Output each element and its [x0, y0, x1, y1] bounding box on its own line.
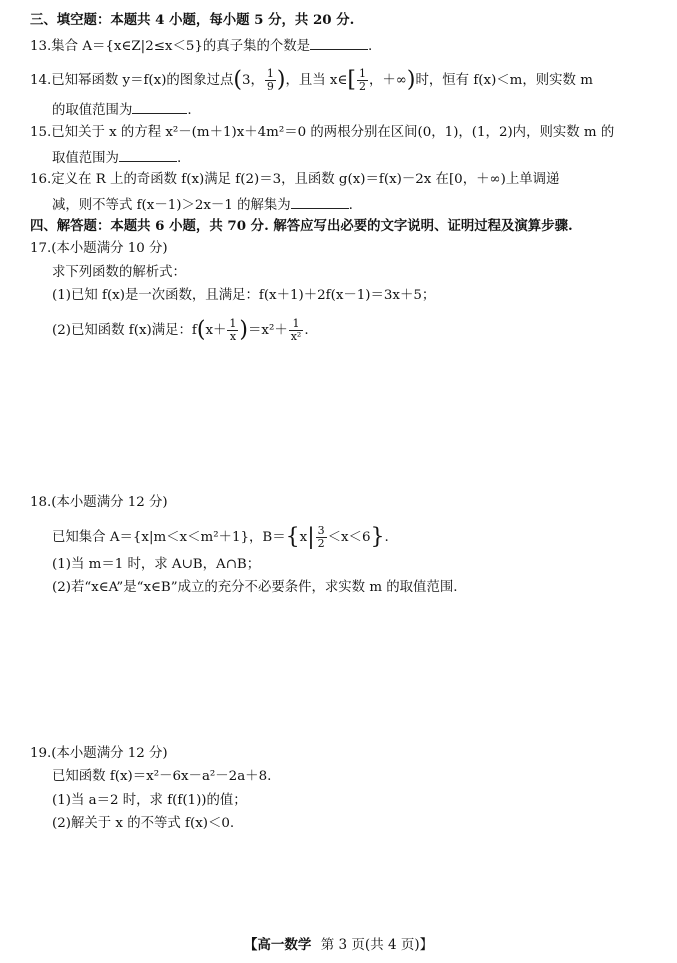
q17-number: 17. — [30, 241, 52, 256]
q19-number: 19. — [30, 746, 52, 761]
q16-number: 16. — [30, 172, 52, 187]
fraction-one-over-x-squared: $\frac{1}{\text{x²}}$ — [290, 317, 302, 343]
q16-answer-blank[interactable] — [291, 194, 349, 209]
q15-number: 15. — [30, 125, 52, 140]
question-19-header — [30, 745, 168, 763]
section4-heading: 四、解答题：本题共 6 小题，共 70 分. 解答应写出必要的文字说明、证明过程及演算步骤. — [30, 218, 573, 234]
fraction-one-over-x: $\frac{1}{x}$ — [229, 317, 237, 343]
question-16: 16.定义在 R 上的奇函数 f(x)满足 f(2)＝3，且函数 g(x)＝f(x)－2x 在[0，＋∞)上单调递 — [30, 172, 560, 187]
q17-intro: 求下列函数的解析式： — [52, 265, 186, 280]
footer-subject: 【高一数学 — [243, 937, 312, 953]
question-13: 13.集合 A＝{x∈Z|2≤x＜5}的真子集的个数是 . — [30, 35, 372, 56]
q15-answer-blank[interactable] — [119, 147, 177, 162]
section3-heading: 三、填空题：本题共 4 小题，每小题 5 分，共 20 分. — [30, 12, 355, 28]
q14-number: 14. — [30, 73, 52, 88]
q17-score: (本小题满分 10 分) — [51, 241, 168, 256]
q18-part2: (2)若“x∈A”是“x∈B”成立的充分不必要条件，求实数 m 的取值范围. — [52, 580, 458, 595]
q13-answer-blank[interactable] — [310, 35, 368, 50]
question-18-header — [30, 494, 168, 512]
fraction-one-half: $\frac{1}{2}$ — [358, 67, 366, 93]
q17-part1: (1)已知 f(x)是一次函数，且满足：f(x＋1)＋2f(x－1)＝3x＋5； — [52, 288, 436, 303]
fraction-three-halves: $\frac{3}{2}$ — [317, 524, 325, 550]
q18-part1: (1)当 m＝1 时，求 A∪B，A∩B； — [52, 557, 261, 572]
question-16-line2: 减，则不等式 f(x－1)＞2x－1 的解集为 . — [30, 194, 353, 215]
q13-number: 13. — [30, 39, 52, 54]
q18-set-definition: 已知集合 A＝{x|m＜x＜m²＋1}，B＝{x| $\frac{3}{2}$ ＜x＜6}. — [52, 524, 389, 550]
fraction-one-ninth: $\frac{1}{9}$ — [266, 67, 274, 93]
q18-score: (本小题满分 12 分) — [51, 495, 168, 510]
q17-part2: (2)已知函数 f(x)满足：f(x＋ $\frac{1}{x}$ )＝x²＋ $\frac{1}{\text{x²}}$ . — [52, 317, 309, 343]
q19-part1: (1)当 a＝2 时，求 f(f(1))的值； — [52, 793, 247, 808]
question-14-line2: 的取值范围为 . — [30, 99, 192, 120]
question-15: 15.已知关于 x 的方程 x²－(m＋1)x＋4m²＝0 的两根分别在区间(0，1)，(1，2)内，则实数 m 的 — [30, 125, 615, 140]
page-footer — [0, 933, 677, 953]
q18-number: 18. — [30, 495, 52, 510]
q14-answer-blank[interactable] — [132, 99, 187, 114]
question-17-header — [30, 240, 168, 258]
question-15-line2: 取值范围为 . — [30, 147, 181, 168]
q19-score: (本小题满分 12 分) — [51, 746, 168, 761]
q19-part2: (2)解关于 x 的不等式 f(x)＜0. — [52, 816, 235, 831]
q19-given: 已知函数 f(x)＝x²－6x－a²－2a＋8. — [52, 769, 272, 784]
q13-text: 集合 A＝{x∈Z|2≤x＜5}的真子集的个数是 — [51, 39, 311, 54]
footer-page-number: 第 3 页(共 4 页)】 — [320, 937, 434, 953]
question-14: 14.已知幂函数 y＝f(x)的图象过点(3， $\frac{1}{9}$ )，且当 x∈[ $\frac{1}{2}$ ，＋∞)时，恒有 f(x)＜m，则实数 m — [30, 67, 593, 93]
